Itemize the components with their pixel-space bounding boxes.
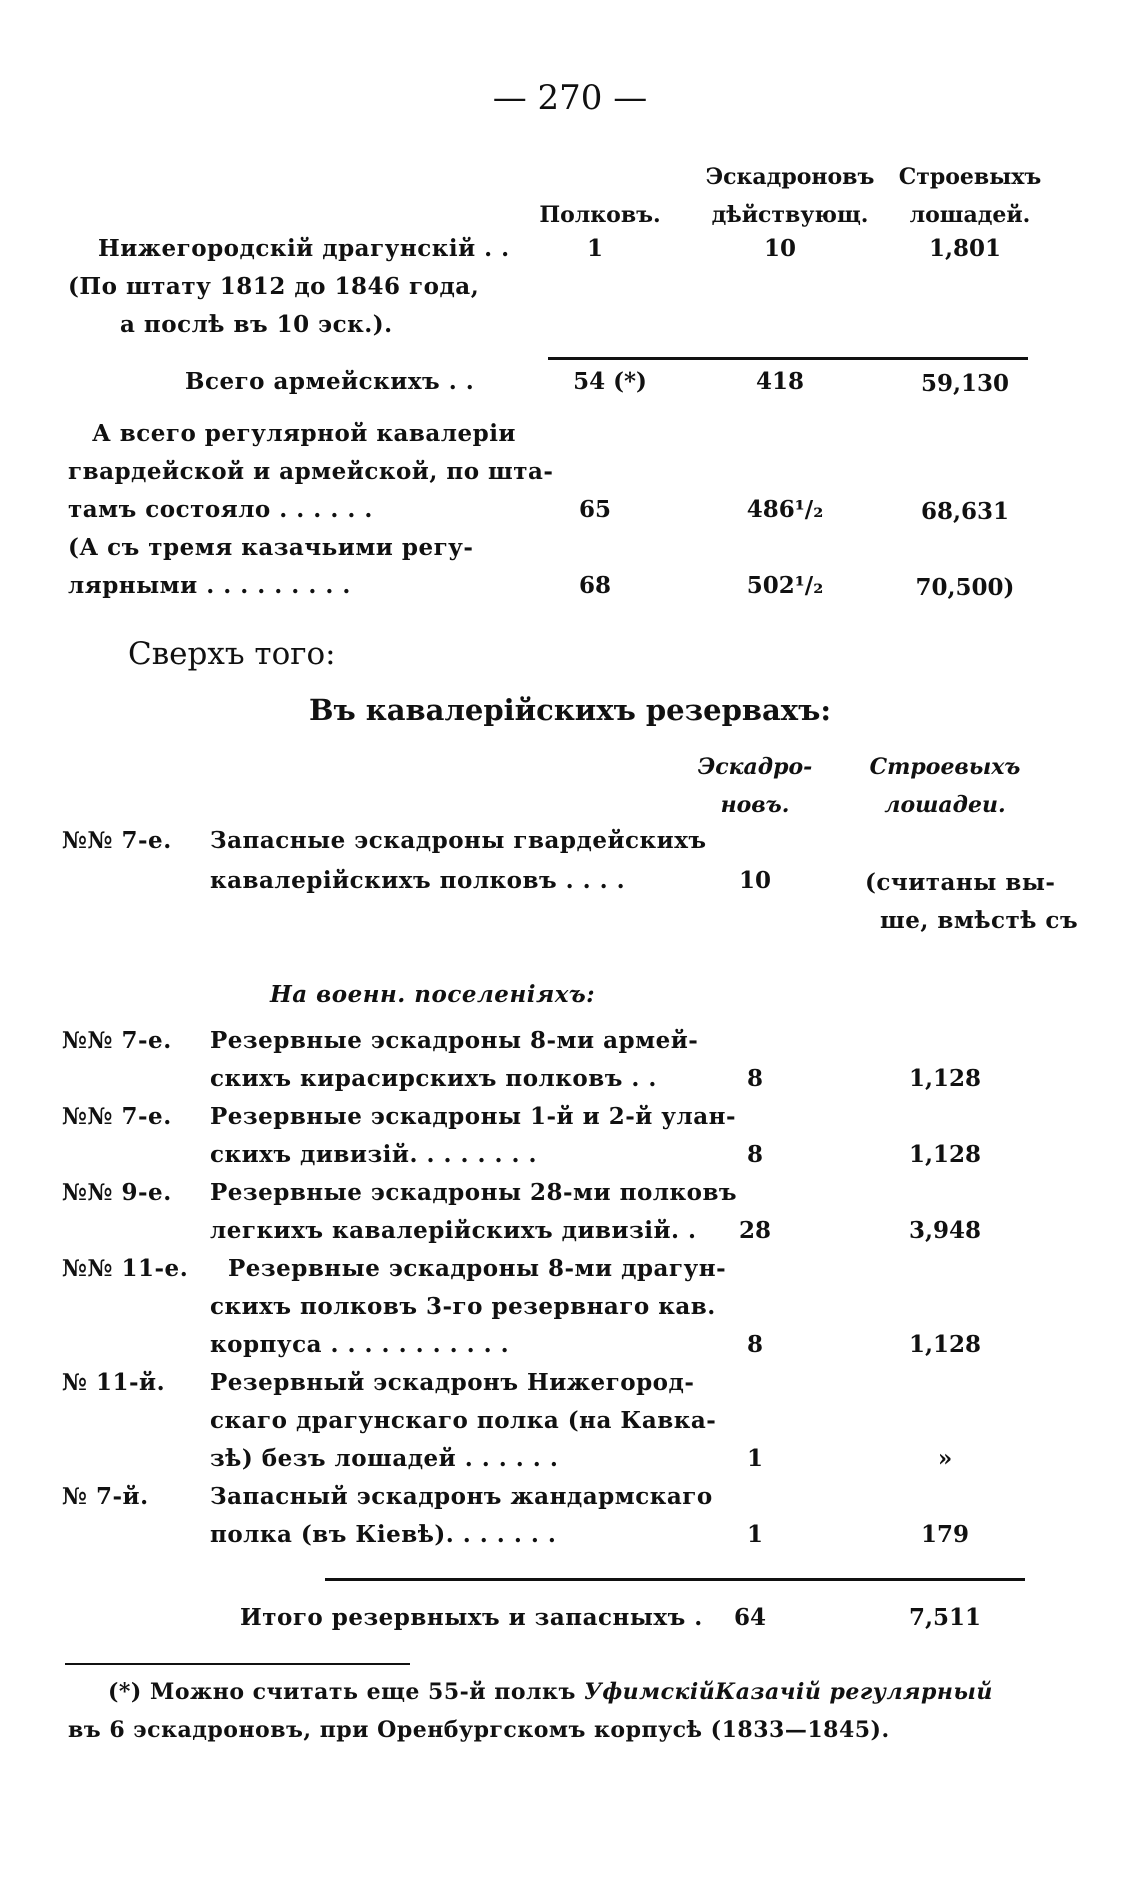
reserve-row-line3: корпуса . . . . . . . . . . . xyxy=(210,1331,510,1358)
guard-row-number: №№ 7-е. xyxy=(62,827,172,854)
total-regular-line1: А всего регулярной кавалеріи xyxy=(92,420,516,447)
reserve-row-horses: 1,128 xyxy=(908,1141,982,1168)
reserves-total-horses: 7,511 xyxy=(908,1604,982,1631)
reserve-row-line1: Резервные эскадроны 8-ми армей- xyxy=(210,1027,699,1054)
reserves-total-label: Итого резервныхъ и запасныхъ . xyxy=(240,1604,703,1631)
header-squadrons: Эскадроновъ дѣйствующ. xyxy=(705,164,875,228)
reserve-row-number: №№ 11-е. xyxy=(62,1255,189,1282)
reserve-row-squadrons: 8 xyxy=(746,1065,763,1092)
reserve-row-horses: 1,128 xyxy=(908,1065,982,1092)
reserve-row-line2: скихъ полковъ 3-го резервнаго кав. xyxy=(210,1293,716,1320)
military-settlements-subheading: На военн. поселеніяхъ: xyxy=(270,981,596,1008)
total-regular-squadrons: 486¹/₂ xyxy=(746,496,824,523)
footnote-line1-italic: УфимскійКазачій регулярный xyxy=(583,1679,993,1705)
reserve-header-squadrons: Эскадро- новъ. xyxy=(697,754,813,818)
reserve-row-squadrons: 8 xyxy=(746,1141,763,1168)
reserve-row-number: №№ 7-е. xyxy=(62,1103,172,1130)
reserve-row-squadrons: 1 xyxy=(746,1521,763,1548)
reserve-row-line1: Запасный эскадронъ жандармскаго xyxy=(210,1483,713,1510)
total-regular-line3: тамъ состояло . . . . . . xyxy=(68,496,373,523)
total-cossack-line2: лярными . . . . . . . . . xyxy=(68,572,351,599)
reserve-row-line1: Резервные эскадроны 1-й и 2-й улан- xyxy=(210,1103,737,1130)
reserves-title: Въ кавалерійскихъ резервахъ: xyxy=(308,693,832,727)
reserve-row-line2: скихъ дивизій. . . . . . . . xyxy=(210,1141,538,1168)
total-army-regiments: 54 (*) xyxy=(573,368,647,395)
guard-row-note2: ше, вмѣстѣ съ xyxy=(880,907,1079,934)
total-army-horses: 59,130 xyxy=(920,370,1010,397)
guard-row-line1: Запасные эскадроны гвардейскихъ xyxy=(210,827,707,854)
reserve-header-horses: Строевыхъ лошадеи. xyxy=(869,754,1021,818)
nizhegorod-line1: Нижегородскій драгунскій . . xyxy=(98,235,510,262)
reserve-row-squadrons: 8 xyxy=(746,1331,763,1358)
besides-heading: Сверхъ того: xyxy=(128,636,336,672)
footnote-line1-text: (*) Можно считать еще 55-й полкъ xyxy=(108,1679,584,1705)
header-horses: Строевыхъ лошадей. xyxy=(898,164,1042,228)
reserve-row-number: № 11-й. xyxy=(62,1369,166,1396)
reserve-row-line3: зѣ) безъ лошадей . . . . . . xyxy=(210,1445,559,1472)
reserve-row-horses: » xyxy=(937,1445,953,1472)
footnote-divider xyxy=(65,1663,410,1665)
nizhegorod-line2: (По штату 1812 до 1846 года, xyxy=(68,273,480,300)
guard-row-line2: кавалерійскихъ полковъ . . . . xyxy=(210,867,626,894)
reserve-row-number: № 7-й. xyxy=(62,1483,149,1510)
reserve-row-horses: 1,128 xyxy=(908,1331,982,1358)
footnote-line1 xyxy=(108,1679,993,1705)
total-regular-line2: гвардейской и армейской, по шта- xyxy=(68,458,554,485)
reserve-row-number: №№ 7-е. xyxy=(62,1027,172,1054)
total-regular-horses: 68,631 xyxy=(920,498,1010,525)
footnote-line2: въ 6 эскадроновъ, при Оренбургскомъ корпусѣ (1833—1845). xyxy=(68,1717,890,1743)
total-cossack-squadrons: 502¹/₂ xyxy=(746,572,824,599)
total-cossack-line1: (А съ тремя казачьими регу- xyxy=(68,534,474,561)
total-cossack-regiments: 68 xyxy=(578,572,611,599)
total-army-squadrons: 418 xyxy=(755,368,804,395)
guard-row-squadrons: 10 xyxy=(738,867,771,894)
reserve-row-line1: Резервные эскадроны 28-ми полковъ xyxy=(210,1179,738,1206)
reserve-row-line2: скаго драгунскаго полка (на Кавка- xyxy=(210,1407,717,1434)
nizhegorod-horses: 1,801 xyxy=(928,235,1002,262)
reserve-row-number: №№ 9-е. xyxy=(62,1179,172,1206)
guard-row-note1: (считаны вы- xyxy=(865,869,1056,896)
reserve-row-horses: 3,948 xyxy=(908,1217,982,1244)
reserve-row-line2: скихъ кирасирскихъ полковъ . . xyxy=(210,1065,657,1092)
divider-army xyxy=(548,357,1028,360)
total-regular-regiments: 65 xyxy=(578,496,611,523)
reserve-row-line2: полка (въ Кіевѣ). . . . . . . xyxy=(210,1521,557,1548)
reserve-row-line1: Резервный эскадронъ Нижегород- xyxy=(210,1369,695,1396)
total-army-label: Всего армейскихъ . . xyxy=(185,368,475,395)
nizhegorod-regiments: 1 xyxy=(586,235,603,262)
reserve-row-squadrons: 28 xyxy=(738,1217,771,1244)
page-number: — 270 — xyxy=(492,78,648,118)
divider-reserves xyxy=(325,1578,1025,1581)
total-cossack-horses: 70,500) xyxy=(915,574,1015,601)
reserve-row-line1: Резервные эскадроны 8-ми драгун- xyxy=(228,1255,727,1282)
nizhegorod-squadrons: 10 xyxy=(763,235,796,262)
reserve-row-squadrons: 1 xyxy=(746,1445,763,1472)
reserves-total-squadrons: 64 xyxy=(733,1604,766,1631)
nizhegorod-line3: а послѣ въ 10 эск.). xyxy=(120,311,393,338)
reserve-row-line2: легкихъ кавалерійскихъ дивизій. . xyxy=(210,1217,697,1244)
header-regiments: Полковъ. xyxy=(539,202,661,228)
reserve-row-horses: 179 xyxy=(920,1521,969,1548)
